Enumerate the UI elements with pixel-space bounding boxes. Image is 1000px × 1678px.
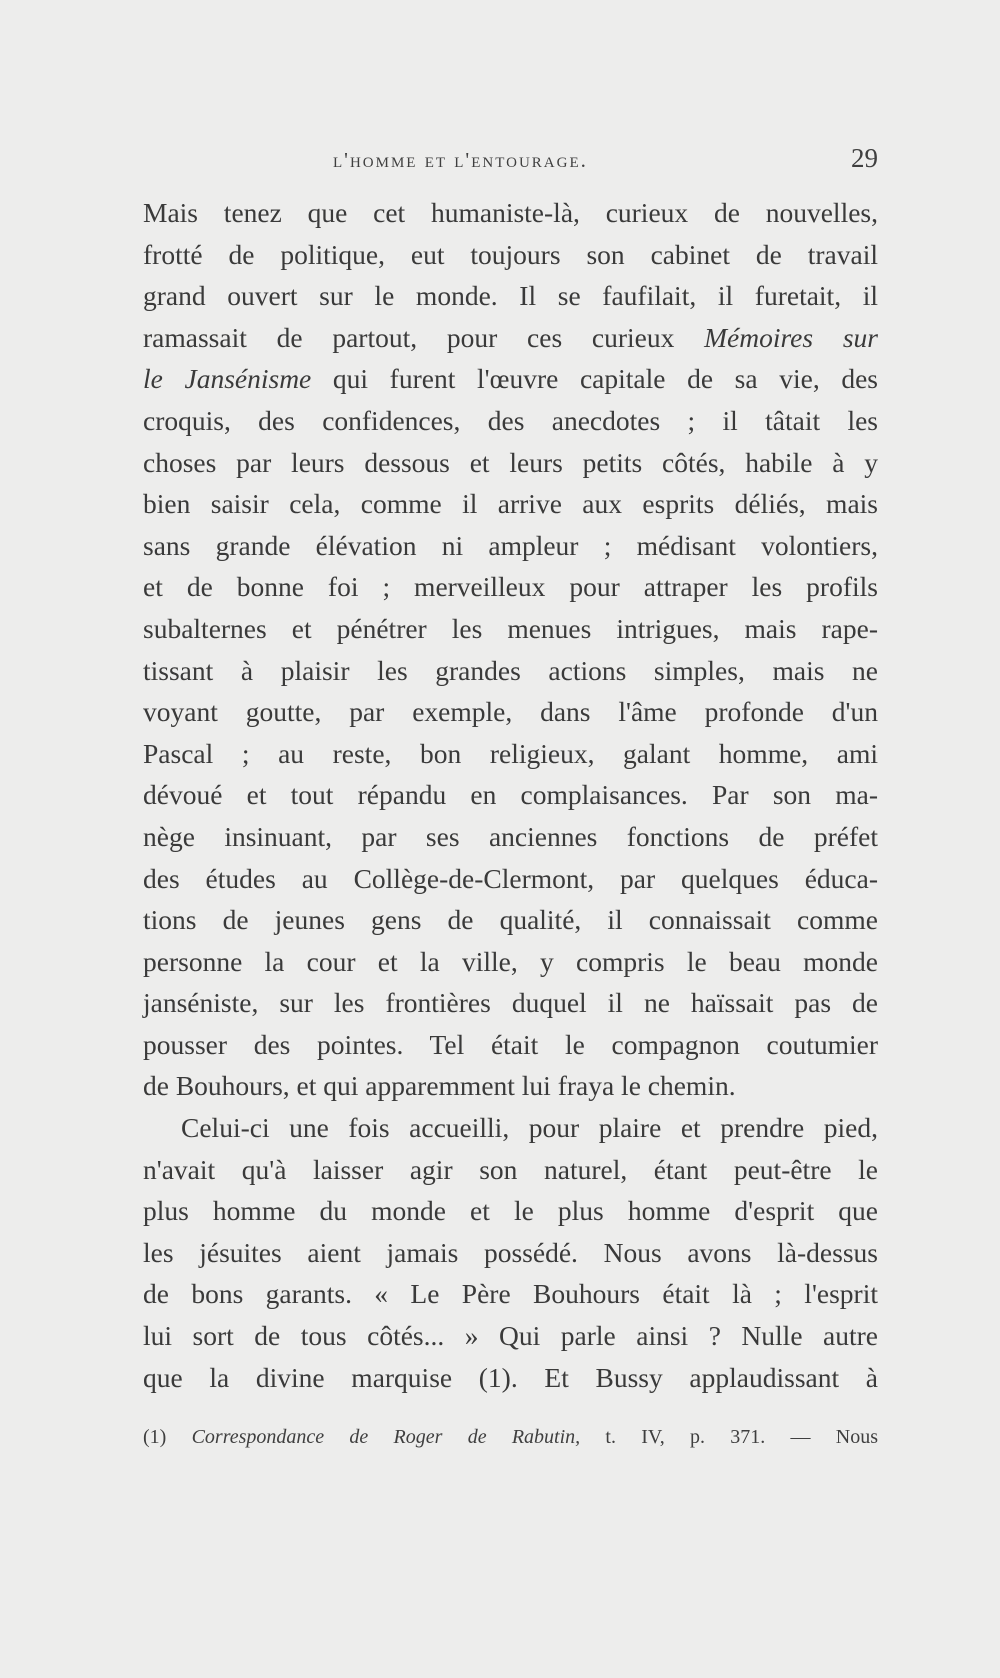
text-line: et de bonne foi ; merveilleux pour attraper les profils: [143, 571, 878, 603]
text-line: croquis, des confidences, des anecdotes ; il tâtait les: [143, 404, 878, 436]
text-line: voyant goutte, par exemple, dans l'âme profonde d'un: [143, 696, 878, 728]
text-line: [143, 358, 878, 400]
text-line: n'avait qu'à laisser agir son naturel, étant peut-être le: [143, 1153, 878, 1185]
text-line: Celui-ci une fois accueilli, pour plaire et prendre pied,: [181, 1112, 878, 1144]
text-line: nège insinuant, par ses anciennes fonctions de préfet: [143, 820, 878, 852]
text-line: que la divine marquise (1). Et Bussy applaudissant à: [143, 1361, 878, 1393]
text-line: Pascal ; au reste, bon religieux, galant homme, ami: [143, 737, 878, 769]
text-line: janséniste, sur les frontières duquel il ne haïssait pas de: [143, 987, 878, 1019]
running-title: l'homme et l'entourage.: [333, 148, 588, 172]
text-line: tissant à plaisir les grandes actions simples, mais ne: [143, 654, 878, 686]
text-line: plus homme du monde et le plus homme d'esprit que: [143, 1195, 878, 1227]
italic-title: le Jansénisme: [143, 363, 312, 395]
text-line: choses par leurs dessous et leurs petits côtés, habile à y: [143, 446, 878, 478]
body-text: [143, 192, 878, 1398]
footnote-text: t. IV, p. 371. — Nous: [605, 1426, 879, 1448]
running-head: [143, 140, 878, 180]
footnote-citation: Correspondance de Roger de Rabutin,: [191, 1426, 581, 1448]
text-line: dévoué et tout répandu en complaisances. Par son ma-: [143, 779, 878, 811]
text-line: Mais tenez que cet humaniste-là, curieux de nouvelles,: [143, 197, 878, 228]
footnote-marker: (1): [143, 1426, 167, 1448]
text-line: [143, 317, 878, 359]
text-line: de Bouhours, et qui apparemment lui fraya le chemin.: [143, 1070, 736, 1102]
text-line: tions de jeunes gens de qualité, il connaissait comme: [143, 904, 878, 936]
text-line: lui sort de tous côtés... » Qui parle ainsi ? Nulle autre: [143, 1320, 878, 1352]
text-line: personne la cour et la ville, y compris le beau monde: [143, 945, 878, 977]
text-span: ramassait de partout, pour ces curieux: [143, 321, 675, 353]
text-line: des études au Collège-de-Clermont, par quelques éduca-: [143, 862, 878, 894]
footnote: [143, 1420, 878, 1454]
italic-title: Mémoires sur: [704, 321, 879, 353]
text-line: les jésuites aient jamais possédé. Nous avons là-dessus: [143, 1236, 878, 1268]
text-span: qui furent l'œuvre capitale de sa vie, des: [332, 363, 878, 395]
text-line: sans grande élévation ni ampleur ; médisant volontiers,: [143, 529, 878, 561]
text-line: de bons garants. « Le Père Bouhours était là ; l'esprit: [143, 1278, 878, 1310]
text-line: bien saisir cela, comme il arrive aux esprits déliés, mais: [143, 488, 878, 520]
page-number: 29: [851, 143, 878, 173]
text-line: frotté de politique, eut toujours son cabinet de travail: [143, 238, 878, 270]
text-line: subalternes et pénétrer les menues intrigues, mais rape-: [143, 612, 878, 644]
text-line: grand ouvert sur le monde. Il se faufilait, il furetait, il: [143, 280, 878, 312]
text-line: pousser des pointes. Tel était le compagnon coutumier: [143, 1028, 878, 1060]
